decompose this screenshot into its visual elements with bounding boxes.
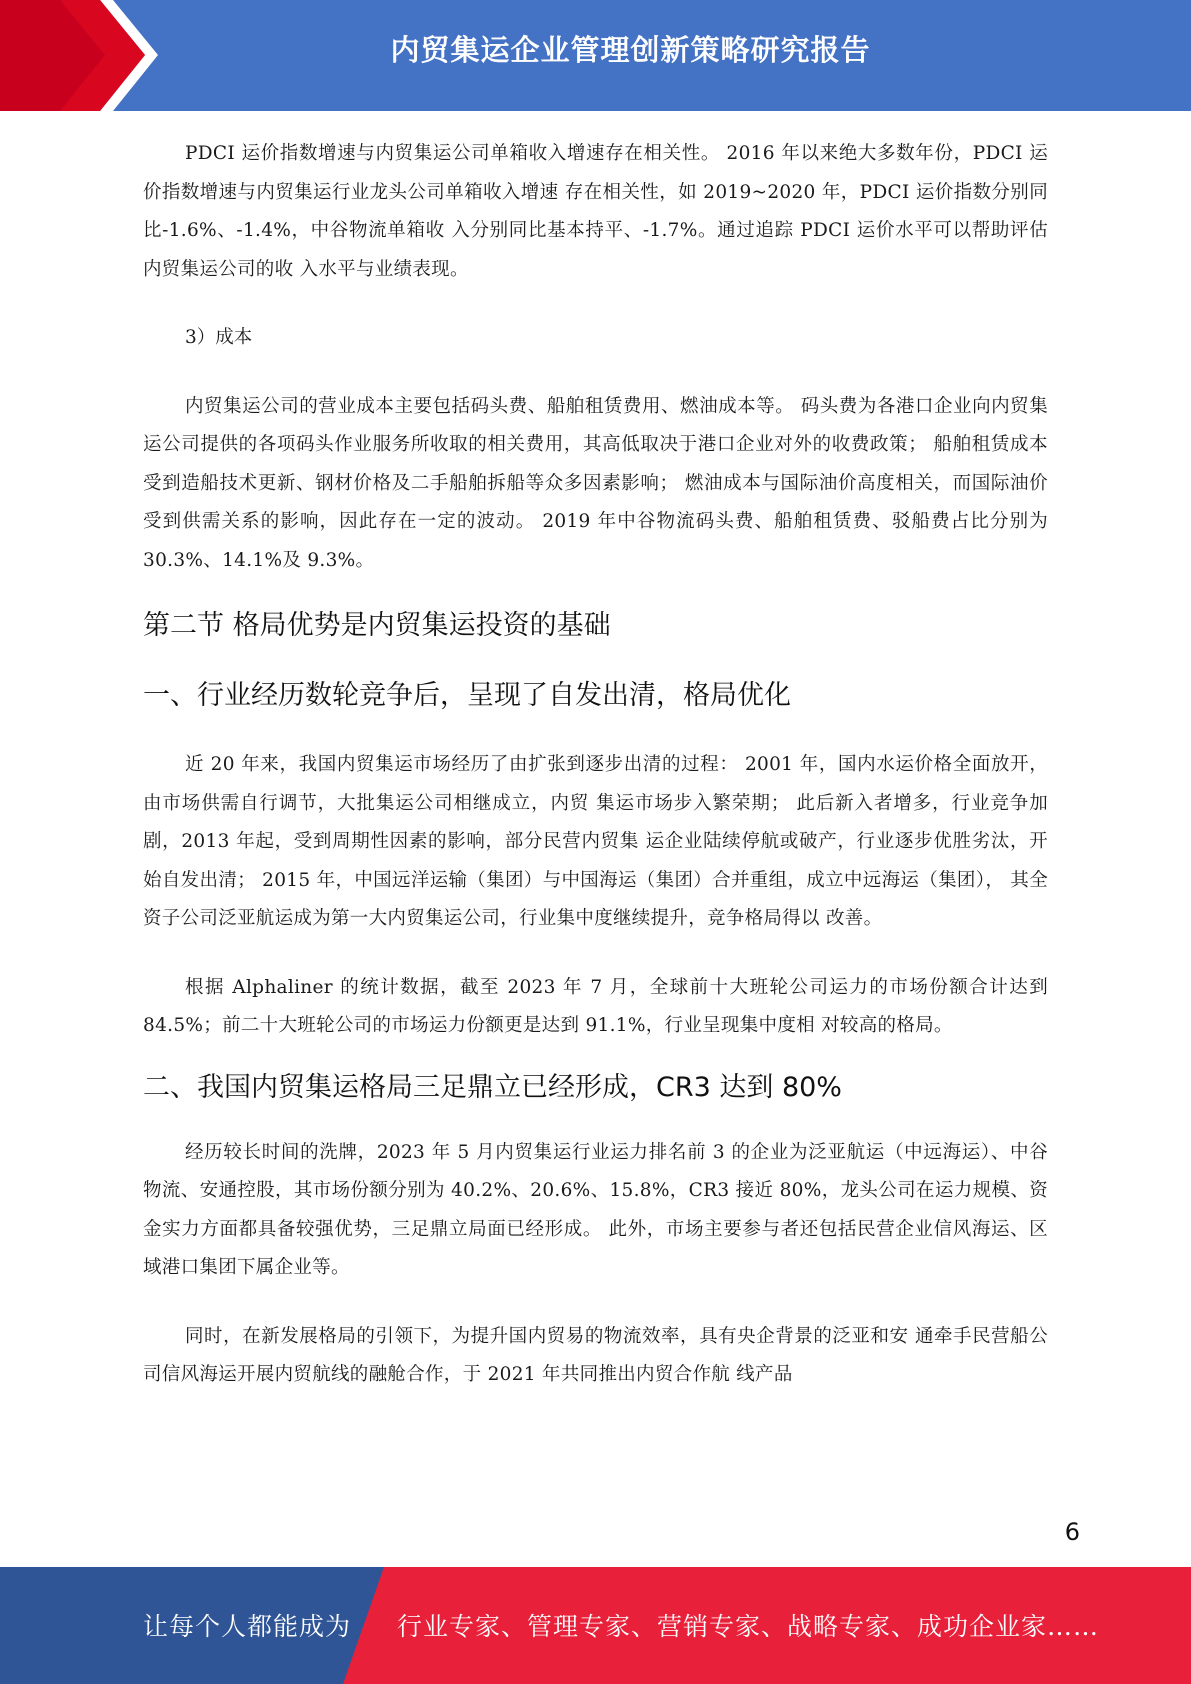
report-title: 内贸集运企业管理创新策略研究报告 bbox=[390, 33, 871, 67]
paragraph-pdci: PDCI 运价指数增速与内贸集运公司单箱收入增速存在相关性。 2016 年以来绝大多数年份，PDCI 运价指数增速与内贸集运行业龙头公司单箱收入增速 存在相关性，如 2019~2020 年，PDCI 运价指数分别同比-1.6%、-1.4%，中谷物流单箱收 入分别同比基本持平、-1.7%。通过追踪 PDCI 运价水平可以帮助评估内贸集运公司的收 入水平与业绩表现。 bbox=[143, 143, 1048, 280]
paragraph-alphaliner: 根据 Alphaliner 的统计数据，截至 2023 年 7 月，全球前十大班轮公司运力的市场份额合计达到 84.5%；前二十大班轮公司的市场运力份额更是达到 91.1%，行业呈现集中度相 对较高的格局。 bbox=[143, 976, 1048, 1036]
footer-slogan-left: 让每个人都能成为 bbox=[143, 1612, 352, 1641]
section-heading: 第二节 格局优势是内贸集运投资的基础 bbox=[143, 610, 611, 641]
paragraph-market-history: 近 20 年来，我国内贸集运市场经历了由扩张到逐步出清的过程： 2001 年，国内水运价格全面放开，由市场供需自行调节，大批集运公司相继成立，内贸 集运市场步入繁荣期； 此后新入者增多，行业竞争加剧，2013 年起，受到周期性因素的影响，部分民营内贸集 运企业陆续停航或破产，行业逐步优胜劣汰，开始自发出清； 2015 年，中国远洋运输（集团）与中国海运（集团）合并重组，成立中远海运（集团）， 其全资子公司泛亚航运成为第一大内贸集运公司，行业集中度继续提升，竞争格局得以 改善。 bbox=[143, 754, 1048, 929]
footer-slogan-right: 行业专家、管理专家、营销专家、战略专家、成功企业家…… bbox=[397, 1612, 1100, 1641]
document-body bbox=[143, 135, 1048, 1395]
subheading-cost: 3）成本 bbox=[185, 327, 253, 348]
paragraph-market-share: 经历较长时间的洗牌，2023 年 5 月内贸集运行业运力排名前 3 的企业为泛亚航运（中远海运）、中谷物流、安通控股，其市场份额分别为 40.2%、20.6%、15.8%，CR3 接近 80%，龙头公司在运力规模、资金实力方面都具备较强优势，三足鼎立局面已经形成。 此外，市场主要参与者还包括民营企业信风海运、区域港口集团下属企业等。 bbox=[143, 1141, 1048, 1278]
heading-industry-competition: 一、行业经历数轮竞争后，呈现了自发出清，格局优化 bbox=[143, 680, 791, 711]
page-header bbox=[0, 0, 1191, 111]
page-footer bbox=[0, 1567, 1191, 1684]
page-number: 6 bbox=[1064, 1518, 1080, 1546]
heading-cr3: 二、我国内贸集运格局三足鼎立已经形成，CR3 达到 80% bbox=[143, 1071, 842, 1103]
paragraph-cooperation: 同时，在新发展格局的引领下，为提升国内贸易的物流效率，具有央企背景的泛亚和安 通牵手民营船公司信风海运开展内贸航线的融舱合作，于 2021 年共同推出内贸合作航 线产品 bbox=[143, 1325, 1048, 1385]
paragraph-cost: 内贸集运公司的营业成本主要包括码头费、船舶租赁费用、燃油成本等。 码头费为各港口企业向内贸集运公司提供的各项码头作业服务所收取的相关费用，其高低取决于港口企业对外的收费政策； 船舶租赁成本受到造船技术更新、钢材价格及二手船舶拆船等众多因素影响； 燃油成本与国际油价高度相关，而国际油价受到供需关系的影响，因此存在一定的波动。 2019 年中谷物流码头费、船舶租赁费、驳船费占比分别为 30.3%、14.1%及 9.3%。 bbox=[143, 395, 1048, 571]
